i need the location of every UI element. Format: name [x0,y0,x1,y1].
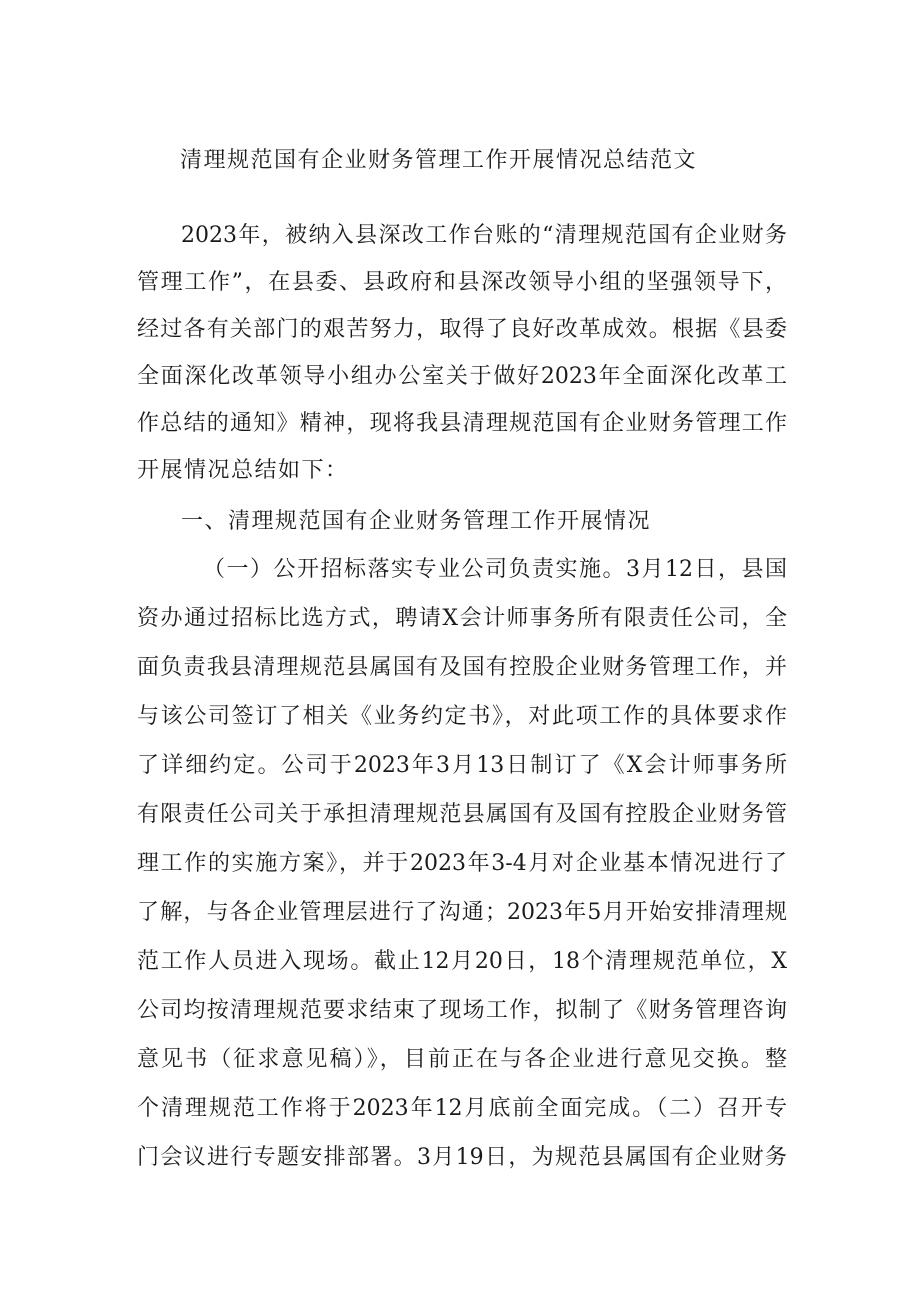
section1-line-6: 有限责任公司关于承担清理规范县属国有及国有控股企业财务管 [137,802,787,827]
section1-line-13: 门会议进行专题安排部署。3月19日，为规范县属国有企业财务 [137,1145,787,1170]
section1-line-7: 理工作的实施方案》，并于2023年3-4月对企业基本情况进行了 [137,851,787,876]
section1-heading: 一、清理规范国有企业财务管理工作开展情况 [181,509,652,534]
section1-line-11: 意见书（征求意见稿）》，目前正在与各企业进行意见交换。整 [137,1047,787,1072]
section1-line-5: 了详细约定。公司于2023年3月13日制订了《X会计师事务所 [137,753,787,778]
intro-line-6: 开展情况总结如下： [137,458,349,483]
document-title: 清理规范国有企业财务管理工作开展情况总结范文 [180,148,698,173]
intro-line-1: 2023年，被纳入县深改工作台账的“清理规范国有企业财务 [181,223,787,248]
intro-line-4: 全面深化改革领导小组办公室关于做好2023年全面深化改革工 [137,364,787,389]
section1-line-12: 个清理规范工作将于2023年12月底前全面完成。（二）召开专 [137,1096,787,1121]
section1-line-2: 资办通过招标比选方式，聘请X会计师事务所有限责任公司，全 [137,606,787,631]
section1-line-1: （一）公开招标落实专业公司负责实施。3月12日，县国 [203,557,787,582]
intro-line-5: 作总结的通知》精神，现将我县清理规范国有企业财务管理工作 [137,411,787,436]
section1-line-8: 了解，与各企业管理层进行了沟通；2023年5月开始安排清理规 [137,900,787,925]
section1-line-10: 公司均按清理规范要求结束了现场工作，拟制了《财务管理咨询 [137,998,787,1023]
intro-line-2: 管理工作”，在县委、县政府和县深改领导小组的坚强领导下， [137,270,787,295]
intro-line-3: 经过各有关部门的艰苦努力，取得了良好改革成效。根据《县委 [137,317,787,342]
section1-line-3: 面负责我县清理规范县属国有及国有控股企业财务管理工作，并 [137,655,787,680]
section1-line-9: 范工作人员进入现场。截止12月20日，18个清理规范单位，X [137,949,787,974]
section1-line-4: 与该公司签订了相关《业务约定书》，对此项工作的具体要求作 [137,704,787,729]
